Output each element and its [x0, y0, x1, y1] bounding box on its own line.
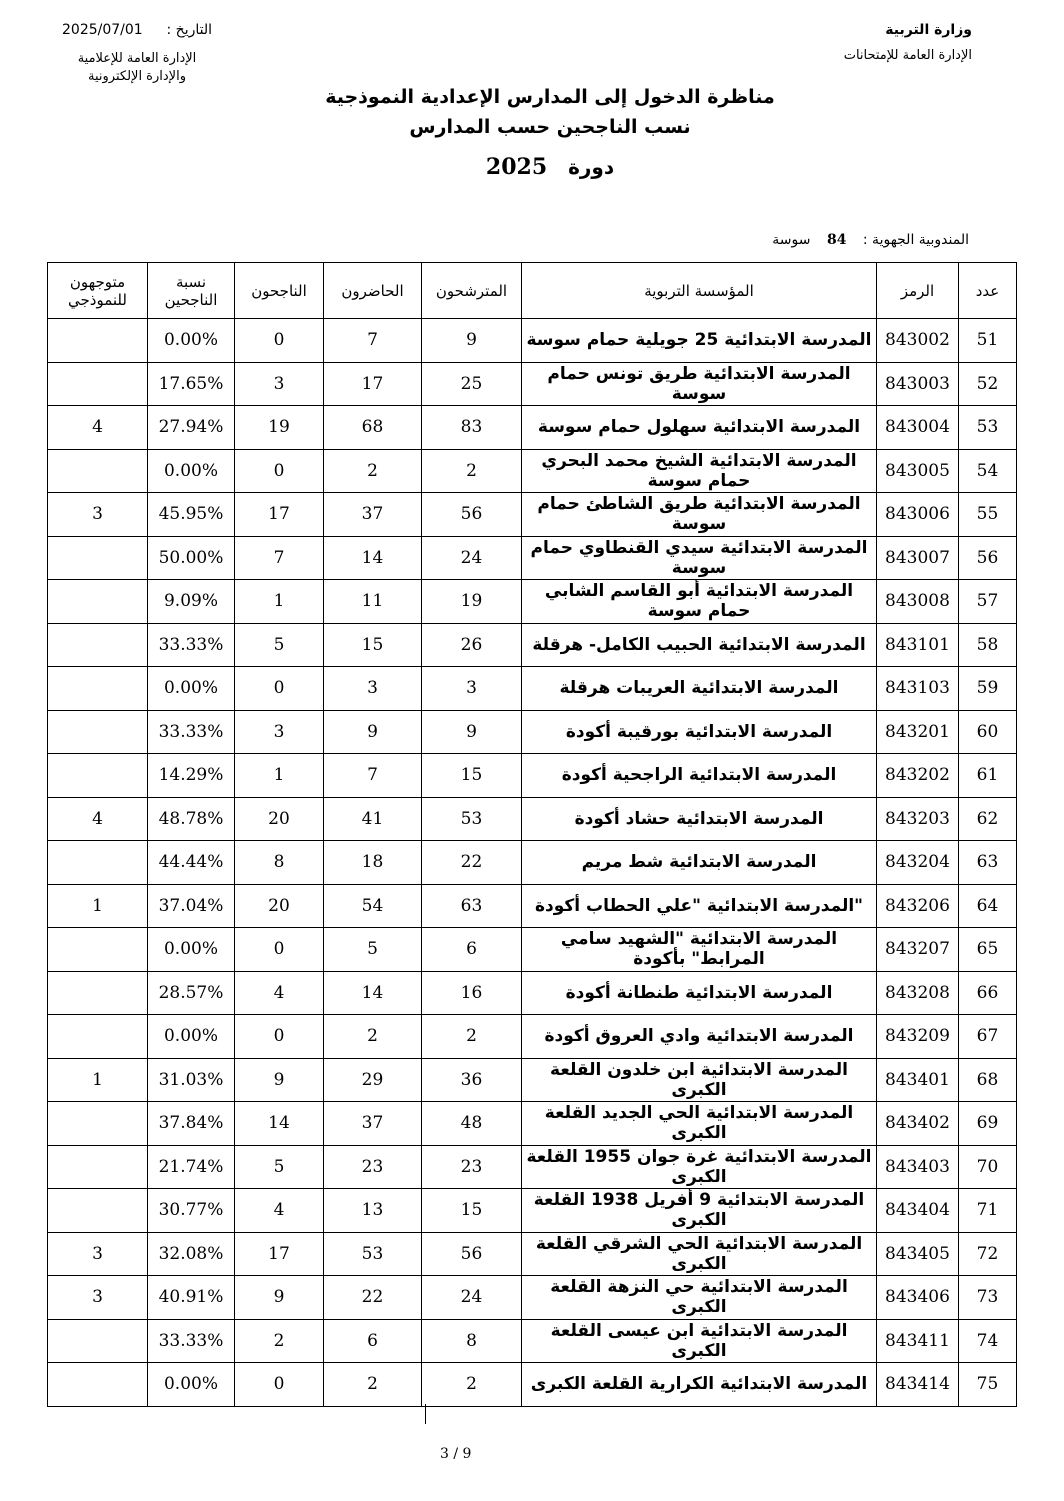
row-institution: المدرسة الابتدائية حشاد أكودة: [522, 797, 877, 841]
row-code: 843414: [877, 1363, 959, 1407]
row-oriented: 4: [48, 406, 148, 450]
row-oriented: 1: [48, 1058, 148, 1102]
row-passed: 9: [235, 1276, 324, 1320]
row-present: 22: [324, 1276, 422, 1320]
row-passed: 20: [235, 884, 324, 928]
header-present: الحاضرون: [324, 263, 422, 319]
row-pass-rate: 44.44%: [148, 841, 235, 885]
row-candidates: 23: [422, 1145, 522, 1189]
row-code: 843004: [877, 406, 959, 450]
row-oriented: 4: [48, 797, 148, 841]
row-institution: المدرسة الابتدائية 25 جويلية حمام سوسة: [522, 319, 877, 363]
row-code: 843206: [877, 884, 959, 928]
header-code: الرمز: [877, 263, 959, 319]
row-present: 3: [324, 667, 422, 711]
table-row: [48, 1363, 1017, 1407]
row-present: 18: [324, 841, 422, 885]
row-oriented: [48, 1145, 148, 1189]
row-pass-rate: 21.74%: [148, 1145, 235, 1189]
row-oriented: [48, 710, 148, 754]
header-right: [844, 22, 972, 63]
table-row: [48, 971, 1017, 1015]
row-present: 14: [324, 971, 422, 1015]
row-code: 843101: [877, 623, 959, 667]
row-present: 7: [324, 319, 422, 363]
row-institution: المدرسة الابتدائية الراجحية أكودة: [522, 754, 877, 798]
row-present: 54: [324, 884, 422, 928]
row-oriented: [48, 928, 148, 972]
row-candidates: 16: [422, 971, 522, 1015]
row-index: 63: [959, 841, 1017, 885]
row-institution: المدرسة الابتدائية طنطانة أكودة: [522, 971, 877, 1015]
table-row: [48, 1145, 1017, 1189]
row-index: 51: [959, 319, 1017, 363]
date-label: التاريخ :: [166, 22, 212, 38]
regional-label: المندوبية الجهوية :: [862, 232, 969, 248]
table-row: [48, 1102, 1017, 1146]
row-candidates: 15: [422, 754, 522, 798]
row-pass-rate: 27.94%: [148, 406, 235, 450]
row-oriented: [48, 1319, 148, 1363]
row-oriented: [48, 623, 148, 667]
header-institution: المؤسسة التربوية: [522, 263, 877, 319]
row-pass-rate: 0.00%: [148, 1363, 235, 1407]
row-code: 843402: [877, 1102, 959, 1146]
row-institution: المدرسة الابتدائية "الشهيد سامي المرابط" بأكودة: [522, 928, 877, 972]
row-present: 15: [324, 623, 422, 667]
row-institution: المدرسة الابتدائية سيدي القنطاوي حمام سوسة: [522, 536, 877, 580]
table-row: [48, 754, 1017, 798]
session-year: 2025: [485, 154, 548, 180]
table-row: [48, 493, 1017, 537]
title-block: [250, 86, 850, 180]
row-pass-rate: 28.57%: [148, 971, 235, 1015]
row-passed: 5: [235, 623, 324, 667]
row-institution: المدرسة الابتدائية الحبيب الكامل- هرقلة: [522, 623, 877, 667]
row-pass-rate: 0.00%: [148, 449, 235, 493]
row-index: 54: [959, 449, 1017, 493]
row-present: 2: [324, 1015, 422, 1059]
table-row: [48, 797, 1017, 841]
row-pass-rate: 0.00%: [148, 928, 235, 972]
media-department-line1: الإدارة العامة للإعلامية: [77, 51, 197, 66]
row-institution: المدرسة الابتدائية الشيخ محمد البحري حمام سوسة: [522, 449, 877, 493]
row-index: 60: [959, 710, 1017, 754]
row-passed: 1: [235, 580, 324, 624]
table-row: [48, 841, 1017, 885]
row-pass-rate: 48.78%: [148, 797, 235, 841]
row-present: 7: [324, 754, 422, 798]
row-code: 843406: [877, 1276, 959, 1320]
row-passed: 17: [235, 493, 324, 537]
row-pass-rate: 33.33%: [148, 623, 235, 667]
row-index: 75: [959, 1363, 1017, 1407]
row-institution: المدرسة الابتدائية غرة جوان 1955 القلعة الكبرى: [522, 1145, 877, 1189]
row-present: 6: [324, 1319, 422, 1363]
row-index: 69: [959, 1102, 1017, 1146]
row-present: 14: [324, 536, 422, 580]
row-passed: 20: [235, 797, 324, 841]
row-pass-rate: 17.65%: [148, 362, 235, 406]
row-candidates: 26: [422, 623, 522, 667]
table-row: [48, 710, 1017, 754]
regional-office: [772, 232, 969, 248]
row-code: 843404: [877, 1189, 959, 1233]
row-code: 843008: [877, 580, 959, 624]
row-present: 11: [324, 580, 422, 624]
row-present: 2: [324, 449, 422, 493]
row-code: 843401: [877, 1058, 959, 1102]
row-present: 9: [324, 710, 422, 754]
table-row: [48, 1319, 1017, 1363]
row-candidates: 15: [422, 1189, 522, 1233]
row-oriented: [48, 362, 148, 406]
row-pass-rate: 0.00%: [148, 667, 235, 711]
row-passed: 3: [235, 710, 324, 754]
row-institution: المدرسة الابتدائية العريبات هرقلة: [522, 667, 877, 711]
ministry-name: وزارة التربية: [885, 22, 972, 38]
row-candidates: 2: [422, 1015, 522, 1059]
row-candidates: 56: [422, 1232, 522, 1276]
row-candidates: 53: [422, 797, 522, 841]
row-passed: 4: [235, 971, 324, 1015]
media-department-line2: والإدارة الإلكترونية: [88, 69, 186, 84]
row-institution: المدرسة الابتدائية أبو القاسم الشابي حمام سوسة: [522, 580, 877, 624]
row-passed: 4: [235, 1189, 324, 1233]
row-institution: المدرسة الابتدائية 9 أفريل 1938 القلعة الكبرى: [522, 1189, 877, 1233]
row-index: 68: [959, 1058, 1017, 1102]
row-code: 843207: [877, 928, 959, 972]
row-oriented: [48, 971, 148, 1015]
row-code: 843003: [877, 362, 959, 406]
row-code: 843208: [877, 971, 959, 1015]
table-row: [48, 362, 1017, 406]
row-oriented: 3: [48, 1232, 148, 1276]
row-present: 29: [324, 1058, 422, 1102]
results-table: [47, 262, 1017, 1407]
row-oriented: [48, 667, 148, 711]
row-candidates: 2: [422, 1363, 522, 1407]
table-row: [48, 1058, 1017, 1102]
session-label: دورة: [568, 155, 615, 179]
row-oriented: [48, 754, 148, 798]
row-candidates: 9: [422, 710, 522, 754]
table-row: [48, 1276, 1017, 1320]
row-present: 53: [324, 1232, 422, 1276]
row-index: 71: [959, 1189, 1017, 1233]
row-code: 843209: [877, 1015, 959, 1059]
row-pass-rate: 0.00%: [148, 319, 235, 363]
regional-name: سوسة: [772, 232, 811, 248]
row-institution: المدرسة الابتدائية الحي الجديد القلعة الكبرى: [522, 1102, 877, 1146]
row-index: 65: [959, 928, 1017, 972]
row-candidates: 56: [422, 493, 522, 537]
row-code: 843201: [877, 710, 959, 754]
row-code: 843103: [877, 667, 959, 711]
header-pass-rate: نسبة الناجحين: [148, 263, 235, 319]
row-pass-rate: 32.08%: [148, 1232, 235, 1276]
row-passed: 0: [235, 319, 324, 363]
row-index: 72: [959, 1232, 1017, 1276]
date-value: 2025/07/01: [62, 22, 143, 38]
row-code: 843403: [877, 1145, 959, 1189]
row-institution: المدرسة الابتدائية الكرارية القلعة الكبرى: [522, 1363, 877, 1407]
row-present: 37: [324, 493, 422, 537]
row-oriented: [48, 1102, 148, 1146]
row-oriented: [48, 841, 148, 885]
row-code: 843411: [877, 1319, 959, 1363]
row-oriented: 3: [48, 1276, 148, 1320]
table-row: [48, 623, 1017, 667]
row-index: 56: [959, 536, 1017, 580]
row-oriented: [48, 1363, 148, 1407]
exams-department: الإدارة العامة للإمتحانات: [843, 48, 972, 63]
row-candidates: 24: [422, 536, 522, 580]
row-index: 73: [959, 1276, 1017, 1320]
row-pass-rate: 14.29%: [148, 754, 235, 798]
table-tail-line: [425, 1404, 426, 1424]
row-code: 843202: [877, 754, 959, 798]
table-row: [48, 319, 1017, 363]
row-passed: 0: [235, 928, 324, 972]
row-code: 843005: [877, 449, 959, 493]
row-pass-rate: 33.33%: [148, 1319, 235, 1363]
table-row: [48, 1232, 1017, 1276]
row-oriented: 3: [48, 493, 148, 537]
row-candidates: 24: [422, 1276, 522, 1320]
row-oriented: [48, 580, 148, 624]
row-institution: المدرسة الابتدائية سهلول حمام سوسة: [522, 406, 877, 450]
row-passed: 8: [235, 841, 324, 885]
table-row: [48, 928, 1017, 972]
page-number: 3 / 9: [440, 1446, 472, 1462]
row-index: 58: [959, 623, 1017, 667]
row-institution: المدرسة الابتدائية وادي العروق أكودة: [522, 1015, 877, 1059]
row-code: 843204: [877, 841, 959, 885]
row-passed: 2: [235, 1319, 324, 1363]
row-institution: "المدرسة الابتدائية "علي الحطاب أكودة: [522, 884, 877, 928]
table-header-row: [48, 263, 1017, 319]
row-code: 843203: [877, 797, 959, 841]
row-candidates: 22: [422, 841, 522, 885]
table-row: [48, 1189, 1017, 1233]
row-institution: المدرسة الابتدائية حي النزهة القلعة الكبرى: [522, 1276, 877, 1320]
row-institution: المدرسة الابتدائية شط مريم: [522, 841, 877, 885]
row-index: 64: [959, 884, 1017, 928]
row-oriented: [48, 1189, 148, 1233]
page-title: مناظرة الدخول إلى المدارس الإعدادية النموذجية: [325, 86, 775, 108]
row-code: 843007: [877, 536, 959, 580]
row-institution: المدرسة الابتدائية طريق الشاطئ حمام سوسة: [522, 493, 877, 537]
row-passed: 7: [235, 536, 324, 580]
row-candidates: 83: [422, 406, 522, 450]
row-passed: 3: [235, 362, 324, 406]
row-present: 17: [324, 362, 422, 406]
row-present: 41: [324, 797, 422, 841]
row-index: 70: [959, 1145, 1017, 1189]
row-index: 53: [959, 406, 1017, 450]
row-candidates: 25: [422, 362, 522, 406]
table-row: [48, 884, 1017, 928]
row-oriented: [48, 1015, 148, 1059]
row-pass-rate: 40.91%: [148, 1276, 235, 1320]
row-oriented: [48, 319, 148, 363]
row-institution: المدرسة الابتدائية الحي الشرقي القلعة الكبرى: [522, 1232, 877, 1276]
table-row: [48, 667, 1017, 711]
row-index: 55: [959, 493, 1017, 537]
row-present: 37: [324, 1102, 422, 1146]
table-row: [48, 1015, 1017, 1059]
row-index: 62: [959, 797, 1017, 841]
row-passed: 17: [235, 1232, 324, 1276]
row-passed: 0: [235, 1363, 324, 1407]
row-pass-rate: 31.03%: [148, 1058, 235, 1102]
row-institution: المدرسة الابتدائية طريق تونس حمام سوسة: [522, 362, 877, 406]
table-row: [48, 580, 1017, 624]
row-present: 2: [324, 1363, 422, 1407]
header-oriented: متوجهون للنموذجي: [48, 263, 148, 319]
header-index: عدد: [959, 263, 1017, 319]
row-index: 66: [959, 971, 1017, 1015]
page-subtitle: نسب الناجحين حسب المدارس: [409, 116, 691, 138]
row-candidates: 3: [422, 667, 522, 711]
row-pass-rate: 37.84%: [148, 1102, 235, 1146]
row-passed: 0: [235, 1015, 324, 1059]
row-index: 67: [959, 1015, 1017, 1059]
row-candidates: 63: [422, 884, 522, 928]
row-present: 23: [324, 1145, 422, 1189]
row-passed: 9: [235, 1058, 324, 1102]
row-candidates: 36: [422, 1058, 522, 1102]
regional-code: 84: [826, 232, 847, 248]
row-index: 61: [959, 754, 1017, 798]
header-passed: الناجحون: [235, 263, 324, 319]
row-pass-rate: 45.95%: [148, 493, 235, 537]
row-candidates: 48: [422, 1102, 522, 1146]
row-passed: 19: [235, 406, 324, 450]
row-index: 57: [959, 580, 1017, 624]
row-passed: 0: [235, 449, 324, 493]
row-passed: 14: [235, 1102, 324, 1146]
table-row: [48, 536, 1017, 580]
row-oriented: [48, 536, 148, 580]
row-passed: 5: [235, 1145, 324, 1189]
row-institution: المدرسة الابتدائية ابن عيسى القلعة الكبرى: [522, 1319, 877, 1363]
header-left: [62, 22, 212, 86]
row-present: 13: [324, 1189, 422, 1233]
row-code: 843405: [877, 1232, 959, 1276]
row-pass-rate: 0.00%: [148, 1015, 235, 1059]
row-present: 5: [324, 928, 422, 972]
row-passed: 1: [235, 754, 324, 798]
row-index: 59: [959, 667, 1017, 711]
table-row: [48, 406, 1017, 450]
row-oriented: [48, 449, 148, 493]
row-candidates: 2: [422, 449, 522, 493]
row-code: 843006: [877, 493, 959, 537]
row-pass-rate: 9.09%: [148, 580, 235, 624]
header-candidates: المترشحون: [422, 263, 522, 319]
row-candidates: 8: [422, 1319, 522, 1363]
row-index: 52: [959, 362, 1017, 406]
row-candidates: 19: [422, 580, 522, 624]
row-pass-rate: 50.00%: [148, 536, 235, 580]
row-institution: المدرسة الابتدائية ابن خلدون القلعة الكبرى: [522, 1058, 877, 1102]
row-pass-rate: 33.33%: [148, 710, 235, 754]
row-oriented: 1: [48, 884, 148, 928]
row-code: 843002: [877, 319, 959, 363]
row-pass-rate: 30.77%: [148, 1189, 235, 1233]
row-index: 74: [959, 1319, 1017, 1363]
row-institution: المدرسة الابتدائية بورقيبة أكودة: [522, 710, 877, 754]
table-row: [48, 449, 1017, 493]
row-candidates: 9: [422, 319, 522, 363]
row-passed: 0: [235, 667, 324, 711]
row-pass-rate: 37.04%: [148, 884, 235, 928]
row-present: 68: [324, 406, 422, 450]
row-candidates: 6: [422, 928, 522, 972]
